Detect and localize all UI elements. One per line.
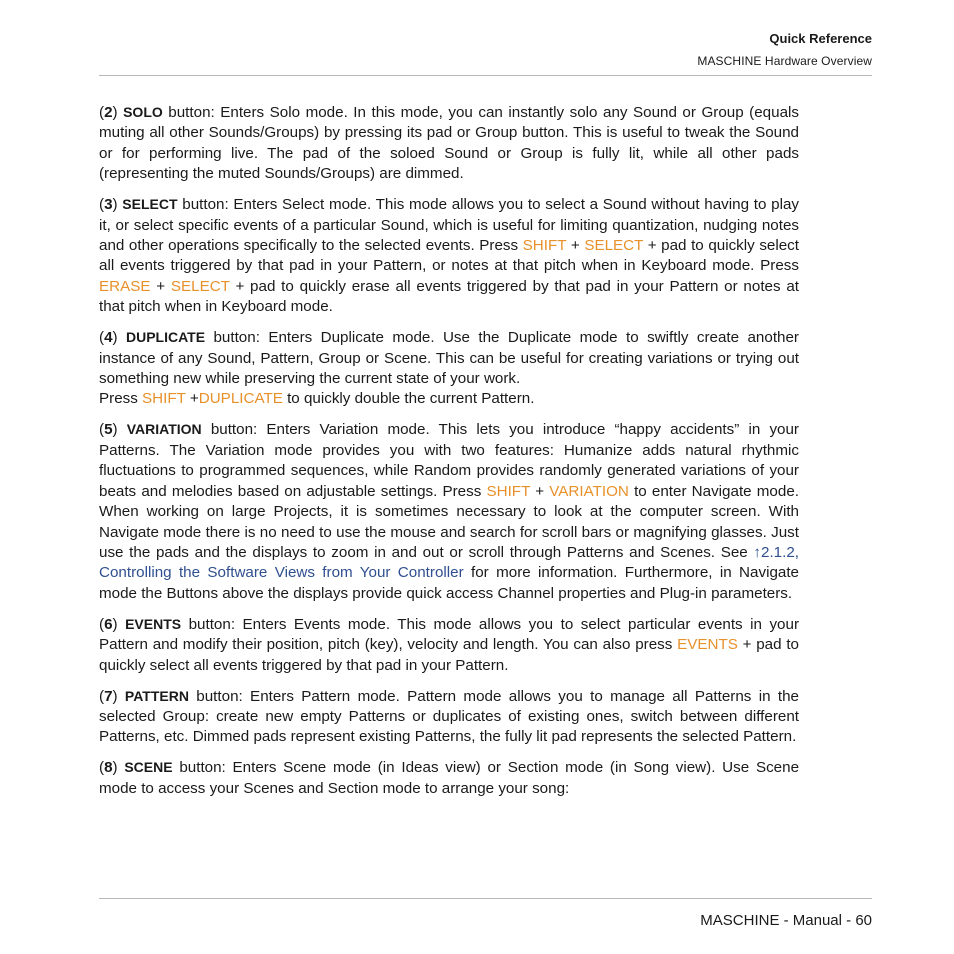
paragraph-text: button: Enters Scene mode (in Ideas view) or Section mode (in Song view). Use Scene mode to access your Scenes and Section mode to arrange your song: [99, 759, 800, 797]
item-number: 8 [104, 759, 113, 777]
paragraph-text: + pad to quickly select all events triggered by that pad in your Pattern. [99, 636, 799, 674]
paragraph-text: button: Enters Pattern mode. Pattern mode allows you to manage all Patterns in the selected Group: create new empty Patterns or duplicates of existing ones, switch between different Patterns, etc. Dimmed pads represent existing Patterns, the fully lit pad represents the selected Pattern. [99, 687, 799, 746]
button-name-variation: VARIATION [126, 421, 202, 438]
key-events: EVENTS [677, 636, 738, 654]
paragraph-text: + [530, 482, 550, 500]
cross-reference-link[interactable]: ↑2.1.2, Controlling the Software Views from Your Controller [99, 543, 799, 582]
paragraph-text: + [566, 237, 585, 255]
item-number: 3 [104, 196, 113, 214]
button-name-scene: SCENE [124, 759, 173, 776]
page-footer: MASCHINE - Manual - 60 [700, 912, 872, 929]
paragraph-text: + [150, 277, 171, 295]
main-content [99, 102, 799, 809]
item-number: 2 [104, 104, 113, 121]
paragraph-variation: (5) VARIATION button: Enters Variation mode. This lets you introduce “happy accidents” in your Patterns. The Variation mode provides you with two features: Humanize adds natural rhythmic fluctuations to programmed sequences, while Random provides randomly generated variations of your beats and melodies based on adjustable settings. Press SHIFT + VARIATION to enter Navigate mode. When working on large Projects, it is sometimes necessary to look at the computer screen. With Navigate mode there is no need to use the mouse and search for scroll bars or magnifying glasses. Just use the pads and the displays to zoom in and out or scroll through Patterns and Scenes. See ↑2.1.2, Controlling the Software Views from Your Controller for more information. Furthermore, in Navigate mode the Buttons above the displays provide quick access Channel properties and Plug-in parameters. [99, 421, 800, 602]
paragraph-text: + pad to quickly erase all events triggered by that pad in your Pattern or notes at that pitch when in Keyboard mode. [99, 277, 799, 316]
item-number: 6 [104, 615, 113, 633]
key-shift: SHIFT [522, 237, 567, 255]
key-variation: VARIATION [549, 482, 629, 500]
paragraph-pattern: (7) PATTERN button: Enters Pattern mode. Pattern mode allows you to manage all Patterns in the selected Group: create new empty Patterns or duplicates of existing ones, switch between different Patterns, etc. Dimmed pads represent existing Patterns, the fully lit pad represents the selected Pattern. [99, 687, 799, 746]
paragraph-text: button: Enters Variation mode. This lets you introduce “happy accidents” in your Patterns. The Variation mode provides you with two features: Humanize adds natural rhythmic fluctuations to programmed sequences, while Random provides randomly generated variations of your beats and melodies based on adjustable settings. Press [99, 421, 799, 500]
paragraph-text: + pad to quickly select all events triggered by that pad in your Pattern, or notes at that pitch when in Keyboard mode. Press [99, 237, 799, 275]
item-number: 5 [104, 421, 113, 439]
key-erase: ERASE [99, 277, 151, 295]
paragraph-select: (3) SELECT button: Enters Select mode. This mode allows you to select a Sound without having to play it, or select specific events of a particular Sound, which is useful for limiting quantization, nudging notes and other operations specifically to the selected events. Press SHIFT + SELECT + pad to quickly select all events triggered by that pad in your Pattern, or notes at that pitch when in Keyboard mode. Press ERASE + SELECT + pad to quickly erase all events triggered by that pad in your Pattern or notes at that pitch when in Keyboard mode. [99, 196, 799, 316]
paragraph-text: to enter Navigate mode. When working on large Projects, it is sometimes necessary to look at the computer screen. With Navigate mode there is no need to use the mouse and search for scroll bars or magnifying glasses. Just use the pads and the displays to zoom in and out or scroll through Patterns and Scenes. See [99, 482, 799, 561]
header-divider [99, 75, 872, 76]
button-name-pattern: PATTERN [124, 687, 189, 704]
button-name-duplicate: DUPLICATE [125, 329, 206, 346]
paragraph-text: + [185, 390, 199, 408]
paragraph-text: for more information. Furthermore, in Navigate mode the Buttons above the displays provide quick access Channel properties and Plug-in parameters. [99, 564, 800, 602]
item-number: 7 [104, 687, 113, 705]
button-name-select: SELECT [122, 196, 178, 213]
paragraph-duplicate: (4) DUPLICATE button: Enters Duplicate mode. Use the Duplicate mode to swiftly create another instance of any Sound, Pattern, Group or Scene. This can be useful for creating variations or trying out something new while preserving the current state of your work. Press SHIFT +DUPLICATE to quickly double the current Pattern. [99, 329, 799, 408]
paragraph-text: button: Enters Events mode. This mode allows you to select particular events in your Pattern and modify their position, pitch (key), velocity and length. You can also press [99, 615, 799, 654]
button-name-solo: SOLO [123, 104, 163, 120]
paragraph-text: to quickly double the current Pattern. [282, 390, 535, 408]
paragraph-text: Press [99, 390, 143, 408]
header-section-title: Quick Reference [769, 31, 872, 46]
paragraph-events: (6) EVENTS button: Enters Events mode. This mode allows you to select particular events in your Pattern and modify their position, pitch (key), velocity and length. You can also press EVENTS + pad to quickly select all events triggered by that pad in your Pattern. [99, 615, 799, 674]
key-shift: SHIFT [486, 482, 531, 500]
paragraph-text: button: Enters Solo mode. In this mode, you can instantly solo any Sound or Group (equals muting all other Sounds/Groups) by pressing its pad or Group button. This is useful to tweak the Sound or for performing live. The pad of the soloed Sound or Group is fully lit, while all other pads (representing the muted Sounds/Groups) are dimmed. [99, 104, 799, 183]
header-subsection-title: MASCHINE Hardware Overview [697, 54, 872, 68]
paragraph-scene: (8) SCENE button: Enters Scene mode (in Ideas view) or Section mode (in Song view). Use Scene mode to access your Scenes and Section mode to arrange your song: [99, 759, 800, 797]
key-select: SELECT [584, 237, 644, 255]
paragraph-text: button: Enters Duplicate mode. Use the Duplicate mode to swiftly create another instance of any Sound, Pattern, Group or Scene. This can be useful for creating variations or trying out something new while preserving the current state of your work. [99, 329, 799, 388]
key-duplicate: DUPLICATE [198, 390, 283, 408]
footer-divider [99, 898, 872, 899]
paragraph-text: button: Enters Select mode. This mode allows you to select a Sound without having to play it, or select specific events of a particular Sound, which is useful for limiting quantization, nudging notes and other operations specifically to the selected events. Press [99, 196, 799, 255]
page-header [697, 30, 872, 74]
button-name-events: EVENTS [125, 615, 182, 632]
paragraph-solo: (2) SOLO button: Enters Solo mode. In this mode, you can instantly solo any Sound or Group (equals muting all other Sounds/Groups) by pressing its pad or Group button. This is useful to tweak the Sound or for performing live. The pad of the soloed Sound or Group is fully lit, while all other pads (representing the muted Sounds/Groups) are dimmed. [99, 104, 799, 183]
item-number: 4 [104, 329, 113, 347]
key-select: SELECT [170, 277, 230, 295]
key-shift: SHIFT [142, 390, 186, 408]
